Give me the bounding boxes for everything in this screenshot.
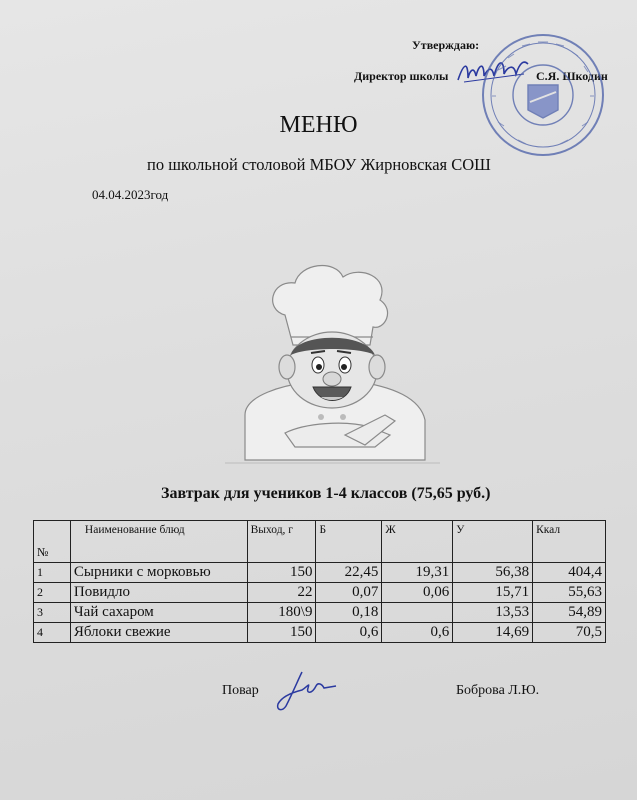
header-b: Б <box>316 521 382 563</box>
cook-label: Повар <box>222 683 259 698</box>
cell-name: Чай сахаром <box>70 603 247 623</box>
approve-label: Утверждаю: <box>412 38 480 52</box>
cell-yield: 150 <box>247 623 316 643</box>
director-name: С.Я. Шкодин <box>536 69 608 83</box>
cell-kcal: 70,5 <box>533 623 606 643</box>
table-row <box>34 623 606 643</box>
cook-name: Боброва Л.Ю. <box>456 683 540 698</box>
cell-zh <box>382 603 453 623</box>
meal-title: Завтрак для учеников 1-4 классов (75,65 руб.) <box>161 485 491 502</box>
table-row <box>34 583 606 603</box>
cell-u: 15,71 <box>453 583 533 603</box>
cell-b: 22,45 <box>316 563 382 583</box>
cell-b: 0,07 <box>316 583 382 603</box>
cell-kcal: 404,4 <box>533 563 606 583</box>
cell-name: Повидло <box>70 583 247 603</box>
cell-yield: 180\9 <box>247 603 316 623</box>
menu-date: 04.04.2023год <box>92 187 169 202</box>
cell-num: 4 <box>34 623 71 643</box>
cell-zh: 0,06 <box>382 583 453 603</box>
cell-zh: 19,31 <box>382 563 453 583</box>
header-kcal: Ккал <box>533 521 606 563</box>
menu-table <box>33 520 606 643</box>
cell-zh: 0,6 <box>382 623 453 643</box>
table-row <box>34 563 606 583</box>
cell-yield: 22 <box>247 583 316 603</box>
cook-signature-icon <box>272 666 342 716</box>
cell-name: Сырники с морковью <box>70 563 247 583</box>
header-zh: Ж <box>382 521 453 563</box>
page-title: МЕНЮ <box>279 112 358 138</box>
cell-u: 14,69 <box>453 623 533 643</box>
header-yield: Выход, г <box>247 521 316 563</box>
cell-name: Яблоки свежие <box>70 623 247 643</box>
cell-num: 3 <box>34 603 71 623</box>
cell-num: 2 <box>34 583 71 603</box>
cell-u: 13,53 <box>453 603 533 623</box>
table-header-row <box>34 521 606 563</box>
header-num: № <box>34 521 71 563</box>
cell-yield: 150 <box>247 563 316 583</box>
cell-kcal: 55,63 <box>533 583 606 603</box>
table-row <box>34 603 606 623</box>
round-stamp-icon <box>478 30 608 160</box>
page-subtitle: по школьной столовой МБОУ Жирновская СОШ <box>147 155 491 174</box>
header-name: Наименование блюд <box>70 521 247 563</box>
chef-illustration-icon <box>225 255 440 465</box>
director-label: Директор школы <box>354 69 449 83</box>
cell-num: 1 <box>34 563 71 583</box>
cell-b: 0,6 <box>316 623 382 643</box>
cell-u: 56,38 <box>453 563 533 583</box>
cell-b: 0,18 <box>316 603 382 623</box>
cell-kcal: 54,89 <box>533 603 606 623</box>
header-u: У <box>453 521 533 563</box>
